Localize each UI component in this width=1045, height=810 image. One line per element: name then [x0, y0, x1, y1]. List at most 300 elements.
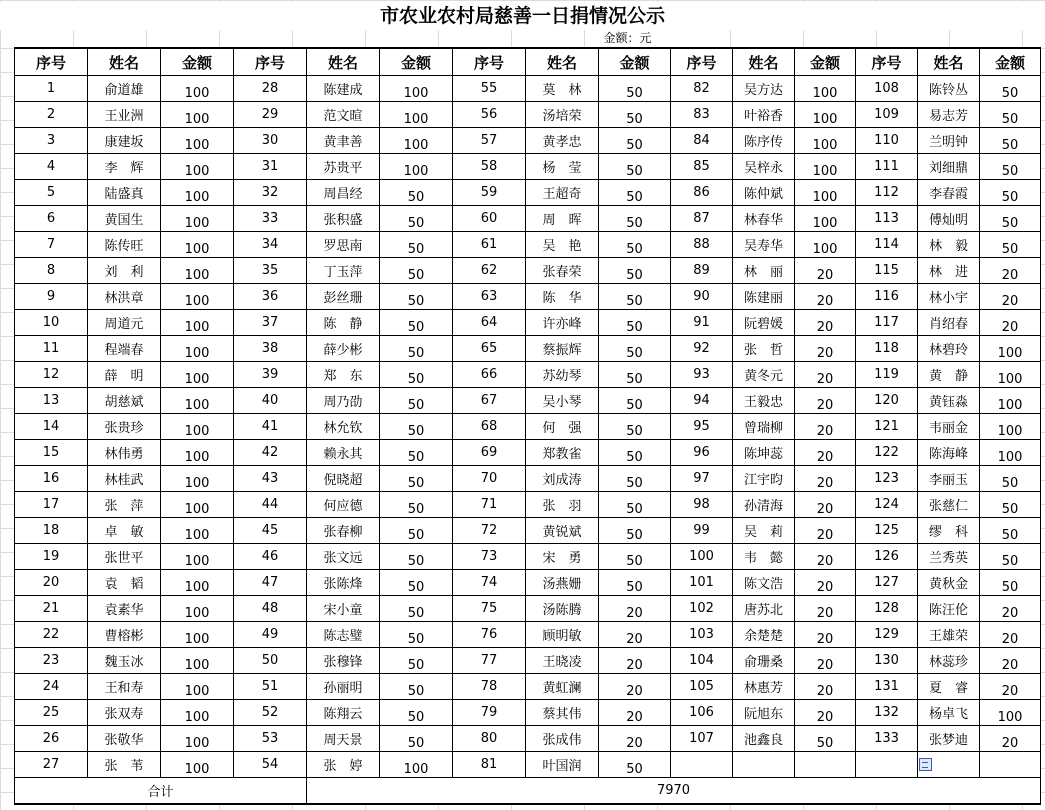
- amount-cell[interactable]: 100: [795, 206, 856, 232]
- name-cell[interactable]: 张穆锋: [307, 648, 380, 674]
- seq-cell[interactable]: 62: [453, 258, 526, 284]
- amount-cell[interactable]: 100: [161, 154, 234, 180]
- seq-cell[interactable]: [671, 752, 733, 778]
- seq-cell[interactable]: 12: [15, 362, 88, 388]
- amount-cell[interactable]: 20: [795, 622, 856, 648]
- seq-cell[interactable]: 67: [453, 388, 526, 414]
- amount-cell[interactable]: 20: [795, 700, 856, 726]
- name-cell[interactable]: 许亦峰: [526, 310, 599, 336]
- name-cell[interactable]: 袁 韬: [88, 570, 161, 596]
- seq-cell[interactable]: 78: [453, 674, 526, 700]
- amount-cell[interactable]: 100: [380, 752, 453, 778]
- name-cell[interactable]: 曹榕彬: [88, 622, 161, 648]
- seq-cell[interactable]: 25: [15, 700, 88, 726]
- seq-cell[interactable]: 129: [856, 622, 918, 648]
- seq-cell[interactable]: 111: [856, 154, 918, 180]
- name-cell[interactable]: 倪晓超: [307, 466, 380, 492]
- name-cell[interactable]: 叶裕香: [733, 102, 795, 128]
- name-cell[interactable]: 李春霞: [918, 180, 980, 206]
- seq-cell[interactable]: 77: [453, 648, 526, 674]
- amount-cell[interactable]: 20: [599, 726, 671, 752]
- seq-cell[interactable]: 76: [453, 622, 526, 648]
- name-cell[interactable]: 宋小童: [307, 596, 380, 622]
- seq-cell[interactable]: 83: [671, 102, 733, 128]
- name-cell[interactable]: 黄孝忠: [526, 128, 599, 154]
- paste-options-icon[interactable]: [919, 758, 932, 771]
- amount-cell[interactable]: 100: [795, 154, 856, 180]
- header-amount[interactable]: 金额: [599, 48, 671, 76]
- name-cell[interactable]: 唐苏北: [733, 596, 795, 622]
- amount-cell[interactable]: 100: [161, 76, 234, 102]
- name-cell[interactable]: 俞道雄: [88, 76, 161, 102]
- name-cell[interactable]: 周天景: [307, 726, 380, 752]
- seq-cell[interactable]: 48: [234, 596, 307, 622]
- seq-cell[interactable]: 105: [671, 674, 733, 700]
- name-cell[interactable]: 林 进: [918, 258, 980, 284]
- name-cell[interactable]: 王超奇: [526, 180, 599, 206]
- name-cell[interactable]: 林桂武: [88, 466, 161, 492]
- name-cell[interactable]: 吴寿华: [733, 232, 795, 258]
- amount-cell[interactable]: 100: [161, 726, 234, 752]
- name-cell[interactable]: 韦 懿: [733, 544, 795, 570]
- amount-cell[interactable]: 50: [380, 284, 453, 310]
- amount-cell[interactable]: 20: [980, 674, 1041, 700]
- name-cell[interactable]: 周 晖: [526, 206, 599, 232]
- seq-cell[interactable]: 127: [856, 570, 918, 596]
- amount-cell[interactable]: 20: [980, 648, 1041, 674]
- name-cell[interactable]: 黄秋金: [918, 570, 980, 596]
- amount-cell[interactable]: 50: [599, 76, 671, 102]
- name-cell[interactable]: 黄冬元: [733, 362, 795, 388]
- amount-cell[interactable]: 50: [599, 206, 671, 232]
- amount-cell[interactable]: 100: [980, 336, 1041, 362]
- name-cell[interactable]: 陈 静: [307, 310, 380, 336]
- seq-cell[interactable]: 40: [234, 388, 307, 414]
- amount-cell[interactable]: 20: [795, 336, 856, 362]
- amount-cell[interactable]: 100: [161, 206, 234, 232]
- name-cell[interactable]: 胡慈斌: [88, 388, 161, 414]
- name-cell[interactable]: 黄钰淼: [918, 388, 980, 414]
- seq-cell[interactable]: 19: [15, 544, 88, 570]
- amount-cell[interactable]: 100: [161, 232, 234, 258]
- amount-cell[interactable]: 50: [599, 258, 671, 284]
- amount-cell[interactable]: 20: [980, 310, 1041, 336]
- amount-cell[interactable]: 50: [980, 154, 1041, 180]
- seq-cell[interactable]: 43: [234, 466, 307, 492]
- amount-cell[interactable]: 50: [380, 232, 453, 258]
- amount-cell[interactable]: 50: [980, 518, 1041, 544]
- name-cell[interactable]: 陈志璧: [307, 622, 380, 648]
- amount-cell[interactable]: 50: [599, 154, 671, 180]
- name-cell[interactable]: 池鑫良: [733, 726, 795, 752]
- amount-cell[interactable]: 50: [599, 492, 671, 518]
- seq-cell[interactable]: 101: [671, 570, 733, 596]
- name-cell[interactable]: 吴 莉: [733, 518, 795, 544]
- amount-cell[interactable]: 20: [795, 674, 856, 700]
- name-cell[interactable]: 张世平: [88, 544, 161, 570]
- amount-cell[interactable]: 50: [599, 232, 671, 258]
- amount-cell[interactable]: 50: [599, 180, 671, 206]
- seq-cell[interactable]: 49: [234, 622, 307, 648]
- name-cell[interactable]: 刘细鼎: [918, 154, 980, 180]
- name-cell[interactable]: 张 哲: [733, 336, 795, 362]
- header-amount[interactable]: 金额: [980, 48, 1041, 76]
- amount-cell[interactable]: 100: [161, 700, 234, 726]
- amount-cell[interactable]: 100: [161, 440, 234, 466]
- amount-cell[interactable]: 100: [161, 102, 234, 128]
- seq-cell[interactable]: 44: [234, 492, 307, 518]
- amount-cell[interactable]: 100: [795, 128, 856, 154]
- header-amount[interactable]: 金额: [795, 48, 856, 76]
- name-cell[interactable]: 张 苇: [88, 752, 161, 778]
- amount-cell[interactable]: 50: [795, 726, 856, 752]
- amount-cell[interactable]: 100: [161, 752, 234, 778]
- amount-cell[interactable]: 20: [795, 518, 856, 544]
- seq-cell[interactable]: 14: [15, 414, 88, 440]
- name-cell[interactable]: 陈 华: [526, 284, 599, 310]
- name-cell[interactable]: 易志芳: [918, 102, 980, 128]
- seq-cell[interactable]: 42: [234, 440, 307, 466]
- seq-cell[interactable]: 21: [15, 596, 88, 622]
- name-cell[interactable]: 张积盛: [307, 206, 380, 232]
- seq-cell[interactable]: 66: [453, 362, 526, 388]
- amount-cell[interactable]: 100: [161, 284, 234, 310]
- amount-cell[interactable]: 100: [380, 76, 453, 102]
- seq-cell[interactable]: 54: [234, 752, 307, 778]
- name-cell[interactable]: 曾瑞柳: [733, 414, 795, 440]
- amount-cell[interactable]: 20: [795, 258, 856, 284]
- seq-cell[interactable]: 102: [671, 596, 733, 622]
- seq-cell[interactable]: 59: [453, 180, 526, 206]
- seq-cell[interactable]: 94: [671, 388, 733, 414]
- amount-cell[interactable]: 20: [795, 544, 856, 570]
- seq-cell[interactable]: 92: [671, 336, 733, 362]
- amount-cell[interactable]: 50: [380, 726, 453, 752]
- seq-cell[interactable]: 114: [856, 232, 918, 258]
- name-cell[interactable]: 彭丝珊: [307, 284, 380, 310]
- seq-cell[interactable]: 52: [234, 700, 307, 726]
- name-cell[interactable]: 薛 明: [88, 362, 161, 388]
- seq-cell[interactable]: 104: [671, 648, 733, 674]
- seq-cell[interactable]: 58: [453, 154, 526, 180]
- seq-cell[interactable]: 46: [234, 544, 307, 570]
- amount-cell[interactable]: 20: [795, 388, 856, 414]
- seq-cell[interactable]: 100: [671, 544, 733, 570]
- amount-cell[interactable]: 50: [599, 466, 671, 492]
- amount-cell[interactable]: 50: [599, 752, 671, 778]
- amount-cell[interactable]: 20: [980, 726, 1041, 752]
- seq-cell[interactable]: 9: [15, 284, 88, 310]
- seq-cell[interactable]: 71: [453, 492, 526, 518]
- name-cell[interactable]: 张 萍: [88, 492, 161, 518]
- name-cell[interactable]: 吴小琴: [526, 388, 599, 414]
- name-cell[interactable]: 周昌经: [307, 180, 380, 206]
- amount-cell[interactable]: 20: [795, 440, 856, 466]
- name-cell[interactable]: 康建坂: [88, 128, 161, 154]
- seq-cell[interactable]: 85: [671, 154, 733, 180]
- name-cell[interactable]: 吴方达: [733, 76, 795, 102]
- seq-cell[interactable]: 26: [15, 726, 88, 752]
- name-cell[interactable]: 蔡其伟: [526, 700, 599, 726]
- amount-cell[interactable]: 20: [599, 622, 671, 648]
- seq-cell[interactable]: 57: [453, 128, 526, 154]
- seq-cell[interactable]: 51: [234, 674, 307, 700]
- seq-cell[interactable]: 13: [15, 388, 88, 414]
- amount-cell[interactable]: 50: [380, 570, 453, 596]
- seq-cell[interactable]: 2: [15, 102, 88, 128]
- seq-cell[interactable]: 131: [856, 674, 918, 700]
- seq-cell[interactable]: 53: [234, 726, 307, 752]
- name-cell[interactable]: 阮碧媛: [733, 310, 795, 336]
- name-cell[interactable]: 范文暄: [307, 102, 380, 128]
- header-seq[interactable]: 序号: [856, 48, 918, 76]
- amount-cell[interactable]: 100: [795, 102, 856, 128]
- name-cell[interactable]: 张 羽: [526, 492, 599, 518]
- name-cell[interactable]: 魏玉冰: [88, 648, 161, 674]
- seq-cell[interactable]: 86: [671, 180, 733, 206]
- seq-cell[interactable]: 126: [856, 544, 918, 570]
- name-cell[interactable]: 张 婷: [307, 752, 380, 778]
- header-name[interactable]: 姓名: [918, 48, 980, 76]
- name-cell[interactable]: 周乃劭: [307, 388, 380, 414]
- seq-cell[interactable]: 8: [15, 258, 88, 284]
- amount-cell[interactable]: 100: [795, 232, 856, 258]
- amount-cell[interactable]: 50: [599, 284, 671, 310]
- amount-cell[interactable]: 50: [599, 518, 671, 544]
- name-cell[interactable]: 莫 林: [526, 76, 599, 102]
- amount-cell[interactable]: 20: [599, 700, 671, 726]
- name-cell[interactable]: 吴 艳: [526, 232, 599, 258]
- seq-cell[interactable]: 110: [856, 128, 918, 154]
- name-cell[interactable]: 赖永其: [307, 440, 380, 466]
- name-cell[interactable]: 陈传旺: [88, 232, 161, 258]
- seq-cell[interactable]: 18: [15, 518, 88, 544]
- amount-cell[interactable]: 100: [380, 128, 453, 154]
- name-cell[interactable]: 陈序传: [733, 128, 795, 154]
- amount-cell[interactable]: 50: [380, 518, 453, 544]
- amount-cell[interactable]: 50: [599, 570, 671, 596]
- name-cell[interactable]: 林 丽: [733, 258, 795, 284]
- amount-cell[interactable]: 50: [380, 180, 453, 206]
- seq-cell[interactable]: 56: [453, 102, 526, 128]
- header-seq[interactable]: 序号: [15, 48, 88, 76]
- seq-cell[interactable]: 6: [15, 206, 88, 232]
- name-cell[interactable]: 苏贵平: [307, 154, 380, 180]
- seq-cell[interactable]: 55: [453, 76, 526, 102]
- name-cell[interactable]: 黄国生: [88, 206, 161, 232]
- seq-cell[interactable]: 15: [15, 440, 88, 466]
- name-cell[interactable]: 林碧玲: [918, 336, 980, 362]
- amount-cell[interactable]: 100: [980, 700, 1041, 726]
- amount-cell[interactable]: 20: [599, 596, 671, 622]
- amount-cell[interactable]: 100: [161, 362, 234, 388]
- seq-cell[interactable]: 33: [234, 206, 307, 232]
- amount-cell[interactable]: 50: [380, 622, 453, 648]
- seq-cell[interactable]: 118: [856, 336, 918, 362]
- amount-cell[interactable]: 50: [599, 440, 671, 466]
- seq-cell[interactable]: 113: [856, 206, 918, 232]
- seq-cell[interactable]: 84: [671, 128, 733, 154]
- name-cell[interactable]: 王雄荣: [918, 622, 980, 648]
- amount-cell[interactable]: 100: [161, 310, 234, 336]
- seq-cell[interactable]: 96: [671, 440, 733, 466]
- seq-cell[interactable]: 99: [671, 518, 733, 544]
- seq-cell[interactable]: 73: [453, 544, 526, 570]
- name-cell[interactable]: 兰秀英: [918, 544, 980, 570]
- name-cell[interactable]: 陈铃丛: [918, 76, 980, 102]
- seq-cell[interactable]: 5: [15, 180, 88, 206]
- amount-cell[interactable]: 100: [161, 622, 234, 648]
- name-cell[interactable]: 张陈烽: [307, 570, 380, 596]
- seq-cell[interactable]: 119: [856, 362, 918, 388]
- seq-cell[interactable]: 47: [234, 570, 307, 596]
- name-cell[interactable]: 刘成涛: [526, 466, 599, 492]
- amount-cell[interactable]: 100: [161, 492, 234, 518]
- seq-cell[interactable]: 97: [671, 466, 733, 492]
- amount-cell[interactable]: 100: [161, 414, 234, 440]
- name-cell[interactable]: 何 强: [526, 414, 599, 440]
- name-cell[interactable]: 薛少彬: [307, 336, 380, 362]
- amount-cell[interactable]: 100: [161, 180, 234, 206]
- name-cell[interactable]: 陈仲斌: [733, 180, 795, 206]
- amount-cell[interactable]: 100: [161, 570, 234, 596]
- amount-cell[interactable]: 100: [795, 180, 856, 206]
- header-amount[interactable]: 金额: [380, 48, 453, 76]
- seq-cell[interactable]: 98: [671, 492, 733, 518]
- seq-cell[interactable]: 39: [234, 362, 307, 388]
- name-cell[interactable]: 汤燕姗: [526, 570, 599, 596]
- name-cell[interactable]: 缪 科: [918, 518, 980, 544]
- seq-cell[interactable]: 61: [453, 232, 526, 258]
- name-cell[interactable]: 汤培荣: [526, 102, 599, 128]
- name-cell[interactable]: 李 辉: [88, 154, 161, 180]
- seq-cell[interactable]: 81: [453, 752, 526, 778]
- name-cell[interactable]: 余楚楚: [733, 622, 795, 648]
- name-cell[interactable]: 林伟勇: [88, 440, 161, 466]
- amount-cell[interactable]: 100: [380, 154, 453, 180]
- name-cell[interactable]: 阮旭东: [733, 700, 795, 726]
- name-cell[interactable]: [918, 752, 980, 778]
- amount-cell[interactable]: 50: [980, 206, 1041, 232]
- name-cell[interactable]: 林春华: [733, 206, 795, 232]
- name-cell[interactable]: 孙清海: [733, 492, 795, 518]
- seq-cell[interactable]: 31: [234, 154, 307, 180]
- name-cell[interactable]: 林洪章: [88, 284, 161, 310]
- amount-cell[interactable]: 50: [980, 492, 1041, 518]
- amount-cell[interactable]: 50: [980, 128, 1041, 154]
- seq-cell[interactable]: 45: [234, 518, 307, 544]
- name-cell[interactable]: 黄 静: [918, 362, 980, 388]
- amount-cell[interactable]: 100: [161, 388, 234, 414]
- seq-cell[interactable]: 124: [856, 492, 918, 518]
- seq-cell[interactable]: 16: [15, 466, 88, 492]
- amount-cell[interactable]: 100: [161, 258, 234, 284]
- name-cell[interactable]: 陈建丽: [733, 284, 795, 310]
- seq-cell[interactable]: [856, 752, 918, 778]
- name-cell[interactable]: 郑教雀: [526, 440, 599, 466]
- amount-cell[interactable]: 50: [599, 336, 671, 362]
- amount-cell[interactable]: 50: [980, 570, 1041, 596]
- name-cell[interactable]: 卓 敏: [88, 518, 161, 544]
- amount-cell[interactable]: 50: [599, 414, 671, 440]
- seq-cell[interactable]: 22: [15, 622, 88, 648]
- seq-cell[interactable]: 75: [453, 596, 526, 622]
- amount-cell[interactable]: 50: [380, 596, 453, 622]
- seq-cell[interactable]: 74: [453, 570, 526, 596]
- name-cell[interactable]: 陆盛真: [88, 180, 161, 206]
- amount-cell[interactable]: 100: [161, 544, 234, 570]
- seq-cell[interactable]: 112: [856, 180, 918, 206]
- name-cell[interactable]: 林惠芳: [733, 674, 795, 700]
- amount-cell[interactable]: 50: [980, 76, 1041, 102]
- amount-cell[interactable]: 50: [380, 440, 453, 466]
- seq-cell[interactable]: 34: [234, 232, 307, 258]
- amount-cell[interactable]: 50: [599, 362, 671, 388]
- name-cell[interactable]: 林 毅: [918, 232, 980, 258]
- seq-cell[interactable]: 72: [453, 518, 526, 544]
- amount-cell[interactable]: 100: [161, 128, 234, 154]
- seq-cell[interactable]: 79: [453, 700, 526, 726]
- seq-cell[interactable]: 36: [234, 284, 307, 310]
- name-cell[interactable]: 黄锐斌: [526, 518, 599, 544]
- name-cell[interactable]: 苏幼琴: [526, 362, 599, 388]
- name-cell[interactable]: 李丽玉: [918, 466, 980, 492]
- name-cell[interactable]: 张春荣: [526, 258, 599, 284]
- seq-cell[interactable]: 128: [856, 596, 918, 622]
- name-cell[interactable]: 林蕊珍: [918, 648, 980, 674]
- amount-cell[interactable]: 20: [980, 622, 1041, 648]
- name-cell[interactable]: 张慈仁: [918, 492, 980, 518]
- name-cell[interactable]: 叶国润: [526, 752, 599, 778]
- name-cell[interactable]: 陈文浩: [733, 570, 795, 596]
- header-name[interactable]: 姓名: [307, 48, 380, 76]
- header-seq[interactable]: 序号: [671, 48, 733, 76]
- name-cell[interactable]: 张春柳: [307, 518, 380, 544]
- seq-cell[interactable]: 87: [671, 206, 733, 232]
- name-cell[interactable]: 袁素华: [88, 596, 161, 622]
- amount-cell[interactable]: 100: [380, 102, 453, 128]
- name-cell[interactable]: 陈坤蕊: [733, 440, 795, 466]
- amount-cell[interactable]: 50: [380, 674, 453, 700]
- amount-cell[interactable]: 100: [161, 466, 234, 492]
- name-cell[interactable]: 林允钦: [307, 414, 380, 440]
- seq-cell[interactable]: 41: [234, 414, 307, 440]
- name-cell[interactable]: 王业洲: [88, 102, 161, 128]
- name-cell[interactable]: 罗思南: [307, 232, 380, 258]
- amount-cell[interactable]: 50: [380, 414, 453, 440]
- amount-cell[interactable]: 20: [795, 284, 856, 310]
- seq-cell[interactable]: 20: [15, 570, 88, 596]
- name-cell[interactable]: 肖绍春: [918, 310, 980, 336]
- amount-cell[interactable]: 50: [980, 544, 1041, 570]
- seq-cell[interactable]: 11: [15, 336, 88, 362]
- amount-cell[interactable]: 20: [980, 596, 1041, 622]
- seq-cell[interactable]: 130: [856, 648, 918, 674]
- amount-cell[interactable]: 100: [161, 648, 234, 674]
- name-cell[interactable]: 陈翔云: [307, 700, 380, 726]
- amount-cell[interactable]: 100: [161, 518, 234, 544]
- amount-cell[interactable]: 20: [795, 310, 856, 336]
- amount-cell[interactable]: 50: [599, 544, 671, 570]
- seq-cell[interactable]: 30: [234, 128, 307, 154]
- name-cell[interactable]: 程端春: [88, 336, 161, 362]
- seq-cell[interactable]: 38: [234, 336, 307, 362]
- name-cell[interactable]: 汤陈腾: [526, 596, 599, 622]
- name-cell[interactable]: 俞珊桑: [733, 648, 795, 674]
- seq-cell[interactable]: 1: [15, 76, 88, 102]
- amount-cell[interactable]: 50: [599, 128, 671, 154]
- seq-cell[interactable]: 121: [856, 414, 918, 440]
